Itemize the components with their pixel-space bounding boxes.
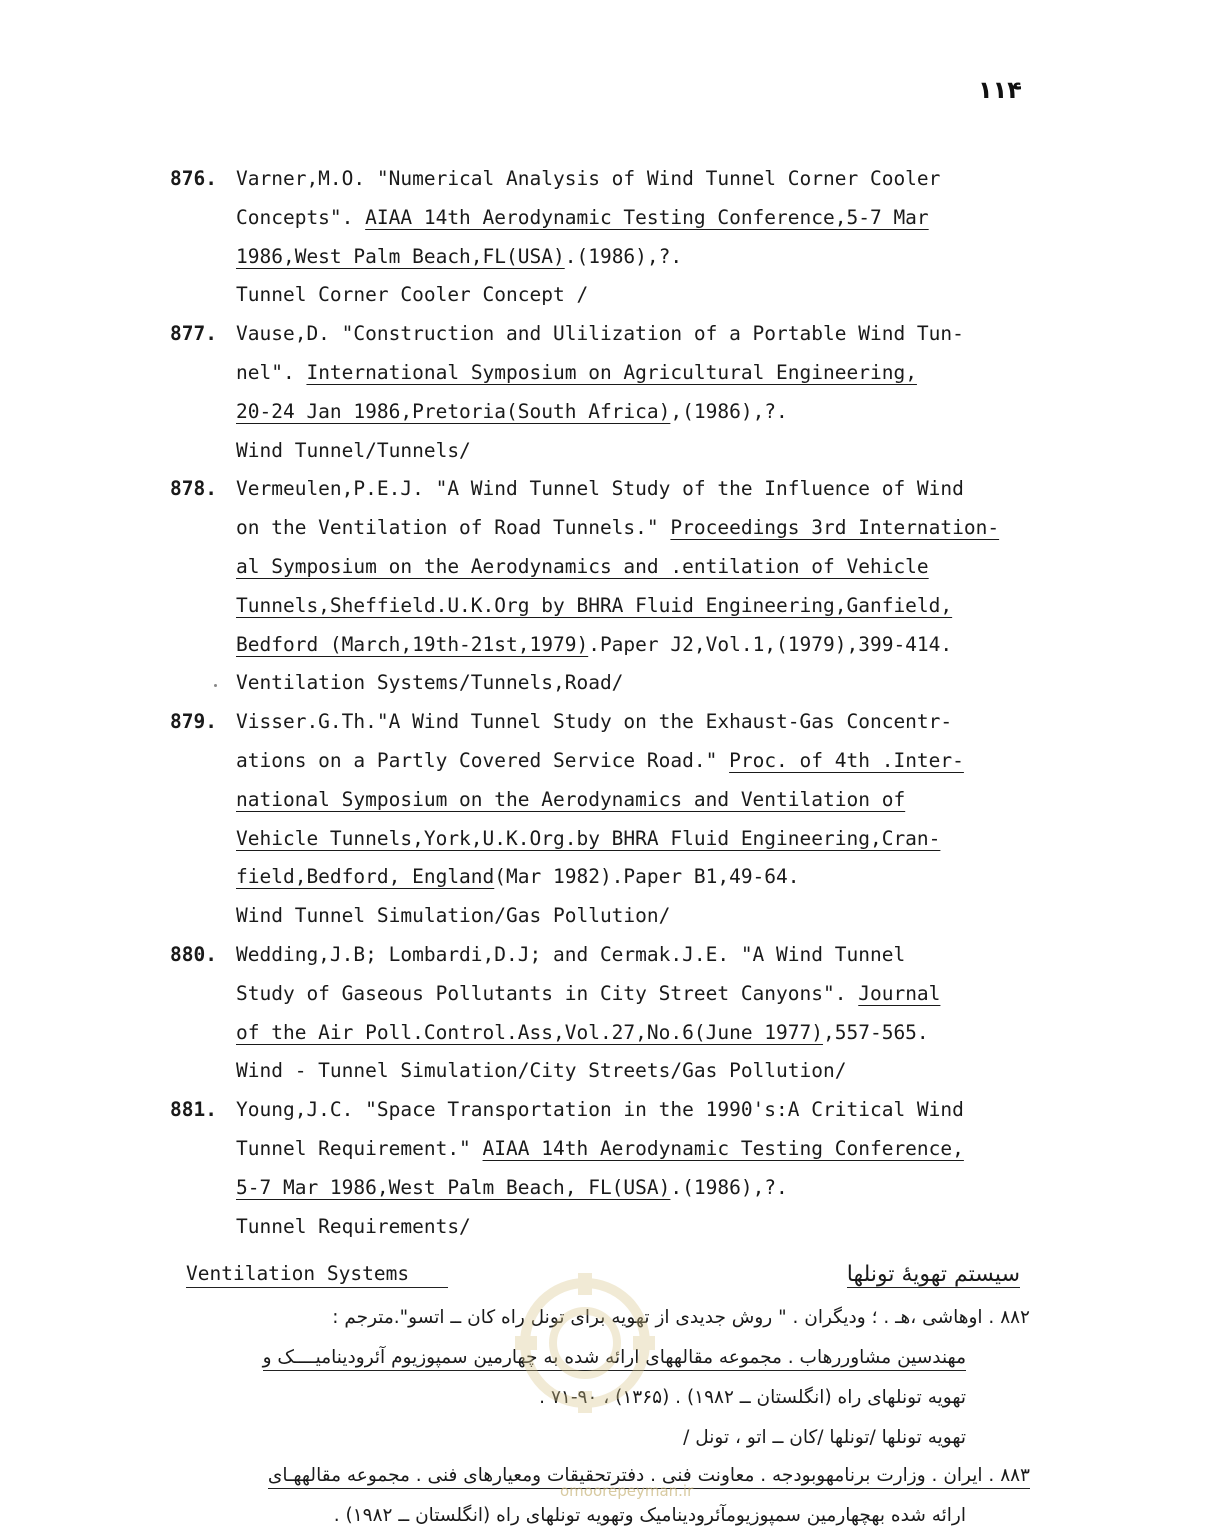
entry-number: 877. [170,322,217,346]
entry-line [236,587,1070,626]
bibliography-entry [170,315,1070,470]
entry-text: Concepts". [236,205,366,229]
underlined-source: International Symposium on Agricultural Engineering, [306,360,917,384]
entry-line [236,703,1070,742]
entry-line [236,820,1070,859]
entry-text: Varner,M.O. "Numerical Analysis of Wind Tunnel Corner Cooler [236,167,941,190]
entry-text: Ventilation Systems/Tunnels,Road/ [236,671,624,695]
entry-text: Wind Tunnel Simulation/Gas Pollution/ [236,904,671,928]
underlined-source: 20-24 Jan 1986,Pretoria(South Africa) [236,399,671,423]
entry-line [236,664,1070,703]
underlined-source: al Symposium on the Aerodynamics and .entilation of Vehicle [236,554,929,578]
entry-text: Vause,D. "Construction and Ulilization of a Portable Wind Tun- [236,322,964,346]
entry-text: on the Ventilation of Road Tunnels." [236,516,671,540]
underlined-source: Journal [858,981,941,1005]
entry-line [236,354,1070,393]
underlined-source: Proceedings 3rd Internation- [670,516,1000,540]
persian-line: تهویه تونلها /تونلها /کان ــ اتو ، تونل / [683,1427,966,1448]
entry-number: 879. [170,710,217,734]
persian-entry-882 [170,1298,1030,1458]
entry-text: .(1986),?. [670,1175,788,1199]
entry-text: Tunnel Requirements/ [236,1214,471,1238]
entry-line [236,160,1070,199]
underlined-source: Proc. of 4th .Inter- [729,748,964,772]
bibliography-list [170,160,1070,1246]
persian-line: ارائه شده بهچهارمین سمپوزیومآئرودینامیک وتهویه تونلهای راه (انگلستان ــ ۱۹۸۲) . [333,1505,966,1526]
entry-line [236,238,1070,277]
entry-text: Wedding,J.B; Lombardi,D.J; and Cermak.J.E. "A Wind Tunnel [236,942,906,966]
entry-line [236,1169,1070,1208]
entry-number: 876. [170,167,217,190]
bibliography-entry [170,1091,1070,1246]
entry-line [236,276,1070,315]
entry-text: ,557-565. [823,1020,929,1044]
entry-text: Tunnel Requirement." [236,1136,483,1160]
underlined-source: 1986,West Palm Beach,FL(USA) [236,244,565,268]
entry-text: ations on a Partly Covered Service Road." [236,748,730,772]
entry-number: 878. [170,477,217,501]
entry-line [236,509,1070,548]
page-number: ۱۱۴ [978,76,1022,104]
entry-text: .Paper J2,Vol.1,(1979),399-414. [588,632,953,656]
entry-line [236,626,1070,665]
persian-line: ۸۸۲ . اوهاشی ،هـ . ؛ ودیگران . " روش جدیدی از تهویه برای تونل راه کان ــ اتسو".مترجم : [332,1307,1030,1328]
bibliography-entry [170,936,1070,1091]
persian-line: ۸۸۳ . ایران . وزارت برنامهوبودجه . معاونت فنی . دفترتحقیقات ومعیارهای فنی . مجموعه مقالههـای [170,1456,1030,1496]
underlined-source: national Symposium on the Aerodynamics and Ventilation of [236,787,906,811]
bibliography-entry [170,160,1070,315]
entry-line [236,858,1070,897]
entry-text: Vermeulen,P.E.J. "A Wind Tunnel Study of the Influence of Wind [236,477,964,501]
entry-line [236,1091,1070,1130]
entry-text: Study of Gaseous Pollutants in City Street Canyons". [236,981,859,1005]
entry-text: (Mar 1982).Paper B1,49-64. [494,865,800,889]
entry-text: Young,J.C. "Space Transportation in the 1990's:A Critical Wind [236,1098,964,1122]
watermark-text: omoorepeyman.ir [560,1482,694,1500]
entry-text: Wind - Tunnel Simulation/City Streets/Gas Pollution/ [236,1059,847,1083]
persian-line: تهویه تونلهای راه (انگلستان ــ ۱۹۸۲) . (۱۳۶۵) ، ۹۰-۷۱ . [539,1387,966,1408]
underlined-source: 5-7 Mar 1986,West Palm Beach, FL(USA) [236,1175,671,1199]
entry-line [236,1052,1070,1091]
entry-line [236,315,1070,354]
entry-number: 880. [170,942,217,966]
bibliography-entry [170,470,1070,703]
underlined-source: field,Bedford, England [236,865,495,889]
entry-line [236,1130,1070,1169]
entry-text: Visser.G.Th."A Wind Tunnel Study on the Exhaust-Gas Concentr- [236,710,953,734]
entry-line [236,742,1070,781]
persian-line: مهندسین مشاوررهاب . مجموعه مقالههای ارائه شده به چهارمین سمپوزیوم آئرودینامیــــک و [170,1338,1030,1378]
underlined-source: of the Air Poll.Control.Ass,Vol.27,No.6(June 1977) [236,1020,823,1044]
entry-line [236,1014,1070,1053]
section-title-english: Ventilation Systems [186,1262,448,1288]
entry-line [236,897,1070,936]
entry-line [236,548,1070,587]
section-title-persian: سیستم تهویهٔ تونلها [846,1262,1020,1287]
entry-line [236,975,1070,1014]
entry-line [236,936,1070,975]
entry-text: Wind Tunnel/Tunnels/ [236,438,471,462]
entry-line [236,393,1070,432]
entry-text: Tunnel Corner Cooler Concept / [236,283,589,307]
scan-speck [214,684,217,687]
entry-line [236,781,1070,820]
underlined-source: AIAA 14th Aerodynamic Testing Conference,5-7 Mar [365,205,929,229]
entry-line [236,432,1070,471]
bibliography-entry [170,703,1070,936]
underlined-source: Vehicle Tunnels,York,U.K.Org.by BHRA Fluid Engineering,Cran- [236,826,941,850]
entry-line [236,199,1070,238]
entry-text: .(1986),?. [564,244,683,268]
entry-line [236,1208,1070,1247]
underlined-source: AIAA 14th Aerodynamic Testing Conference, [482,1136,964,1160]
entry-text: nel". [236,360,307,384]
section-header [186,1262,1020,1294]
entry-line [236,470,1070,509]
underlined-source: Tunnels,Sheffield.U.K.Org by BHRA Fluid Engineering,Ganfield, [236,593,953,617]
underlined-source: Bedford (March,19th-21st,1979) [236,632,589,656]
entry-text: ,(1986),?. [670,399,788,423]
entry-number: 881. [170,1098,217,1122]
